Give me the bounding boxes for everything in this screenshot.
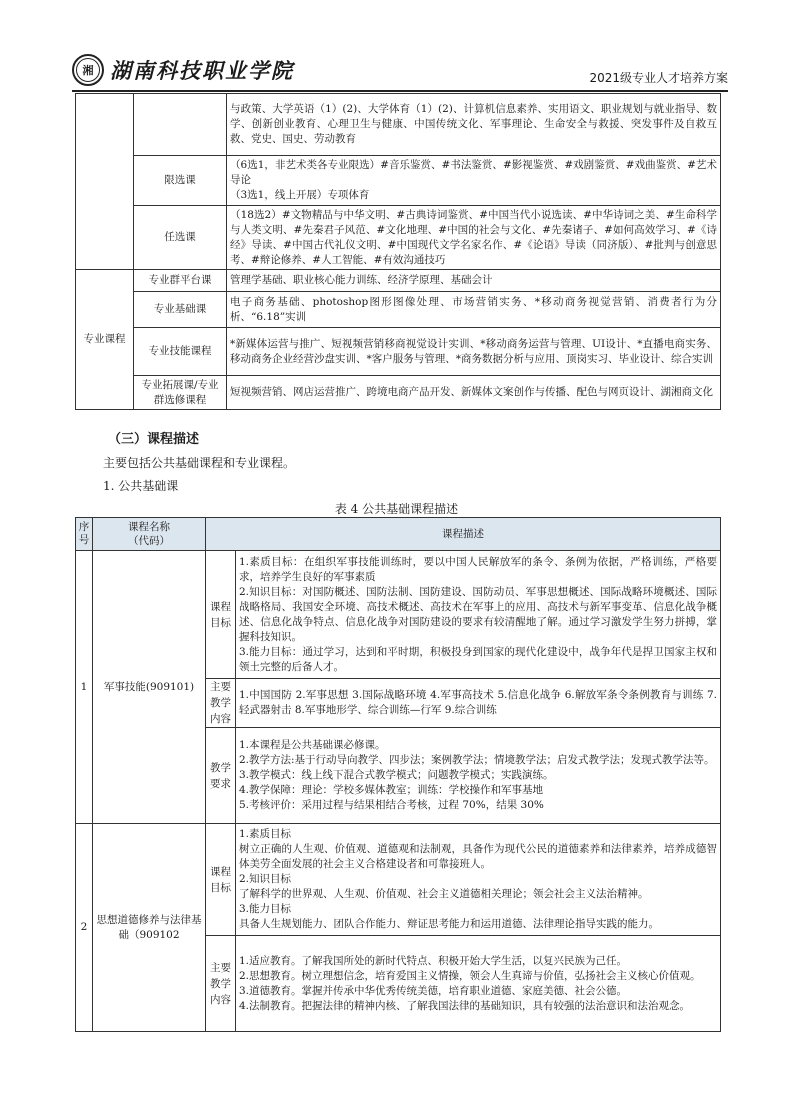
logo-text: 湖南科技职业学院 (110, 58, 294, 83)
course-list-cell: 电子商务基础、photoshop图形图像处理、市场营销实务、*移动商务视觉营销、消费者行为分析、“6.18”实训 (227, 292, 721, 328)
course-number: 1 (76, 551, 93, 824)
subcategory-cell: 任选课 (134, 206, 227, 270)
table-row (76, 94, 721, 156)
course-list-cell: *新媒体运营与推广、短视频营销移商视觉设计实训、*移动商务运营与管理、UI设计、*直播电商实务、移动商务企业经营沙盘实训、*客户服务与管理、*商务数据分析与应用、顶岗实习、毕业设计、综合实训 (227, 328, 721, 376)
course-list-cell: 与政策、大学英语（1）(2)、大学体育（1）(2)、计算机信息素养、实用语文、职业规划与就业指导、数学、创新创业教育、心理卫生与健康、中国传统文化、军事理论、生命安全与救援、突发事件及自救互救、党史、国史、劳动教育 (227, 94, 721, 156)
public-course-description-table (75, 517, 721, 1032)
goal-text: 1.素质目标 树立正确的人生观、价值观、道德观和法制观，具备作为现代公民的道德素养和法律素养，培养成德智体美劳全面发展的社会主义合格建设者和可靠接班人。 2.知识目标 了解科学的世界观、人生观、价值观、社会主义道德相关理论；领会社会主义法治精神。 3.能力目标 具备人生规划能力、团队合作能力、辩证思考能力和运用道德、法律理论指导实践的能力。 (236, 824, 721, 936)
school-logo (72, 54, 294, 86)
header-no: 序号 (76, 518, 93, 551)
content-label: 主要教学内容 (206, 936, 236, 1032)
course-number: 2 (76, 824, 93, 1032)
table-row (76, 824, 721, 936)
table-row (76, 551, 721, 679)
goal-label: 课程目标 (206, 551, 236, 679)
table-header-row (76, 518, 721, 551)
subcategory-cell: 专业群平台课 (134, 270, 227, 292)
content-text: 1.中国国防 2.军事思想 3.国际战略环境 4.军事高技术 5.信息化战争 6.解放军条令条例教育与训练 7.轻武器射击 8.军事地形学、综合训练—行军 9.综合训练 (236, 679, 721, 728)
group-cell (76, 94, 134, 270)
subcategory-cell: 限选课 (134, 156, 227, 206)
subcategory-cell: 专业拓展课/专业群选修课程 (134, 376, 227, 410)
table-row (76, 376, 721, 410)
course-name: 军事技能(909101) (93, 551, 206, 824)
section-intro: 主要包括公共基础课程和专业课程。 (103, 456, 296, 470)
course-list-cell: 短视频营销、网店运营推广、跨境电商产品开发、新媒体文案创作与传播、配色与网页设计、湖湘商文化 (227, 376, 721, 410)
requirement-text: 1.本课程是公共基础课必修课。 2.教学方法:基于行动导向教学、四步法；案例教学法；情境教学法；启发式教学法；发现式教学法等。 3.教学模式：线上线下混合式教学模式；问题教学模式；实践演练。 4.教学保障：理论：学校多媒体教室；训练：学校操作和军事基地 5.考核评价：采用过程与结果相结合考核，过程 70%，结果 30% (236, 728, 721, 824)
course-list-cell: 管理学基础、职业核心能力训练、经济学原理、基础会计 (227, 270, 721, 292)
table-row (76, 270, 721, 292)
table-row (76, 156, 721, 206)
content-text: 1.适应教育。了解我国所处的新时代特点、积极开始大学生活，以复兴民族为己任。 2.思想教育。树立理想信念，培育爱国主义情操，领会人生真谛与价值，弘扬社会主义核心价值观。 3.道德教育。掌握并传承中华优秀传统美德，培育职业道德、家庭美德、社会公德。 4.法制教育。把握法律的精神内核、了解我国法律的基础知识，具有较强的法治意识和法治观念。 (236, 936, 721, 1032)
subcategory-cell: 专业技能课程 (134, 328, 227, 376)
page-header (72, 52, 728, 92)
content-label: 主要教学内容 (206, 679, 236, 728)
document-title: 2021级专业人才培养方案 (589, 71, 728, 85)
seal-icon: 湘 (72, 54, 104, 86)
requirement-label: 教学要求 (206, 728, 236, 824)
section-heading: （三）课程描述 (108, 432, 200, 447)
course-name: 思想道德修养与法律基础（909102 (93, 824, 206, 1032)
group-cell: 专业课程 (76, 270, 134, 410)
table-caption: 表 4 公共基础课程描述 (334, 502, 459, 516)
goal-text: 1.素质目标：在组织军事技能训练时，要以中国人民解放军的条令、条例为依据，严格训练，严格要求，培养学生良好的军事素质 2.知识目标：对国防概述、国防法制、国防建设、国防动员、军事思想概述、国际战略环境概述、国际战略格局、我国安全环境、高技术概述、高技术在军事上的应用、高技术与新军事变革、信息化战争概述、信息化战争特点、信息化战争对国防建设的要求有较清醒地了解。通过学习激发学生努力拼搏，掌握科技知识。 3.能力目标：通过学习，达到和平时期，积极投身到国家的现代化建设中，战争年代是捍卫国家主权和领土完整的后备人才。 (236, 551, 721, 679)
subcategory-cell: 专业基础课 (134, 292, 227, 328)
table-row (76, 292, 721, 328)
table-row (76, 206, 721, 270)
table-row (76, 328, 721, 376)
course-list-cell: （18选2）#文物精品与中华文明、#古典诗词鉴赏、#中国当代小说选读、#中华诗词之美、#生命科学与人类文明、#先秦君子风范、#文化地理、#中国的社会与文化、#先秦诸子、#如何高效学习、#《诗经》导读、#中国古代礼仪文明、#中国现代文学名家名作、#《论语》导读（同济版）、#批判与创意思考、#辩论修养、#人工智能、#有效沟通技巧 (227, 206, 721, 270)
header-description: 课程描述 (206, 518, 721, 551)
header-course-name: 课程名称 （代码） (93, 518, 206, 551)
course-list-cell: （6选1，非艺术类各专业限选）#音乐鉴赏、#书法鉴赏、#影视鉴赏、#戏剧鉴赏、#戏曲鉴赏、#艺术导论 （3选1，线上开展）专项体育 (227, 156, 721, 206)
subsection-title: 1. 公共基础课 (103, 479, 179, 493)
goal-label: 课程目标 (206, 824, 236, 936)
curriculum-structure-table (75, 93, 721, 410)
subcategory-cell (134, 94, 227, 156)
